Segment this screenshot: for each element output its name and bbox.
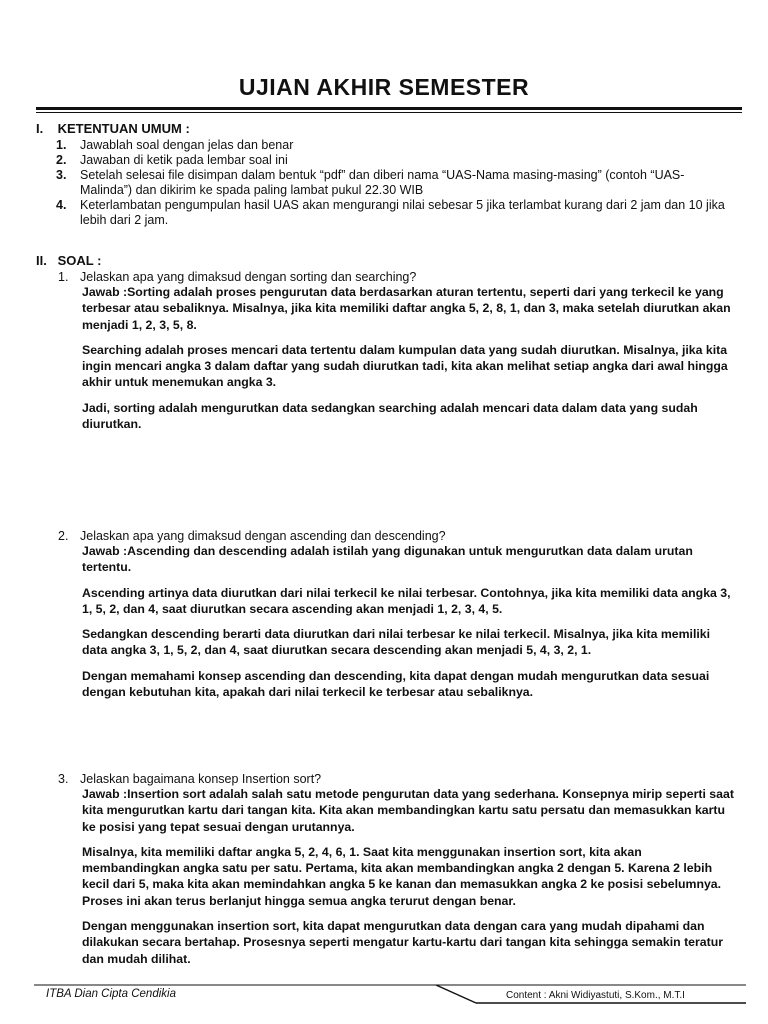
- list-item: [56, 138, 726, 153]
- footer-institution: ITBA Dian Cipta Cendikia: [46, 988, 176, 1000]
- title-divider-thin: [36, 112, 742, 113]
- list-item-text: Setelah selesai file disimpan dalam bentuk “pdf” dan diberi nama “UAS-Nama masing-masing” (contoh “UAS-Malinda”) dan dikirim ke spada paling lambat pukul 22.30 WIB: [80, 168, 685, 197]
- list-item-number: 2.: [56, 153, 67, 167]
- answer-paragraph: Jadi, sorting adalah mengurutkan data sedangkan searching adalah mencari data dalam data yang sudah diurutkan.: [82, 400, 698, 432]
- answer-paragraph: Ascending artinya data diurutkan dari nilai terkecil ke nilai terbesar. Contohnya, jika kita memiliki data angka 3, 1, 5, 2, dan 4, saat diurutkan secara ascending akan menjadi 1, 2, 3, 4, 5.: [82, 585, 731, 616]
- list-item-number: 3.: [56, 168, 67, 182]
- answer-paragraph: Sedangkan descending berarti data diurutkan dari nilai terbesar ke nilai terkecil. Misalnya, jika kita memiliki data angka 3, 1, 5, 2, dan 4, saat diurutkan secara descending akan menjadi 5, 4, 3, 2, 1.: [82, 627, 711, 658]
- section-number: II.: [36, 253, 47, 268]
- title-divider-thick: [36, 107, 742, 110]
- question-number: 1.: [58, 270, 69, 284]
- question-number: 3.: [58, 772, 69, 786]
- list-item-text: Jawablah soal dengan jelas dan benar: [80, 138, 294, 152]
- list-item: [56, 153, 726, 168]
- question-3: [58, 771, 733, 787]
- list-item-number: 1.: [56, 138, 67, 152]
- answer-paragraph: Searching adalah proses mencari data tertentu dalam kumpulan data yang sudah diurutkan. Misalnya, jika kita ingin mencari angka 3 dalam daftar yang sudah diurutkan tadi, kita akan melihat setiap angka dari awal hingga akhir untuk menemukan angka 3.: [82, 342, 728, 390]
- question-text: Jelaskan apa yang dimaksud dengan ascending dan descending?: [80, 529, 446, 543]
- document-title: UJIAN AKHIR SEMESTER: [238, 74, 530, 100]
- list-item: [56, 198, 726, 228]
- list-item-text: Jawaban di ketik pada lembar soal ini: [80, 153, 288, 167]
- answer-paragraph: Jawab :Insertion sort adalah salah satu metode pengurutan data yang sederhana. Konsepnya mirip seperti saat kita mengurutkan kartu dari tangan kita. Kita akan membandingkan kartu satu persatu dan memasukkan kartu ke posisi yang tepat sesuai dengan urutannya.: [82, 787, 734, 834]
- answer-1: [82, 284, 734, 441]
- answer-paragraph: Jawab :Sorting adalah proses pengurutan data berdasarkan aturan tertentu, seperti dari yang terkecil ke yang terbesar atau sebaliknya. Misalnya, jika kita memiliki daftar angka 5, 2, 8, 1, dan 3, maka setelah diurutkan akan menjadi 1, 2, 3, 5, 8.: [82, 285, 731, 332]
- section-label: KETENTUAN UMUM :: [57, 121, 190, 136]
- question-1: [58, 269, 733, 285]
- question-text: Jelaskan apa yang dimaksud dengan sorting dan searching?: [80, 270, 417, 284]
- section-label: SOAL :: [57, 253, 102, 268]
- list-item-number: 4.: [56, 198, 67, 212]
- footer-author: Content : Akni Widiyastuti, S.Kom., M.T.I: [506, 990, 685, 1001]
- answer-paragraph: Misalnya, kita memiliki daftar angka 5, 2, 4, 6, 1. Saat kita menggunakan insertion sort, kita akan membandingkan angka satu per satu. Pertama, kita akan membandingkan angka 2 dengan 5. Karena 2 lebih kecil dari 5, maka kita akan memindahkan angka 5 ke kanan dan memasukkan angka 2 ke posisi sebelumnya. Proses ini akan terus berlanjut hingga semua angka terurut dengan benar.: [82, 844, 722, 908]
- question-text: Jelaskan bagaimana konsep Insertion sort?: [80, 772, 322, 786]
- rules-list: [56, 138, 726, 228]
- answer-paragraph: Dengan menggunakan insertion sort, kita dapat mengurutkan data dengan cara yang mudah dipahami dan dilakukan secara bertahap. Prosesnya seperti mengatur kartu-kartu dari tangan kita sehingga semakin teratur dan mudah dilihat.: [82, 919, 724, 966]
- answer-3: [82, 786, 734, 976]
- answer-paragraph: Dengan memahami konsep ascending dan descending, kita dapat dengan mudah mengurutkan data sesuai dengan kebutuhan kita, apakah dari nilai terkecil ke terbesar atau sebaliknya.: [82, 668, 710, 700]
- section-number: I.: [36, 121, 44, 136]
- question-number: 2.: [58, 529, 69, 543]
- answer-paragraph: Jawab :Ascending dan descending adalah istilah yang digunakan untuk mengurutkan data dalam urutan tertentu.: [82, 544, 693, 575]
- answer-2: [82, 543, 734, 709]
- list-item: [56, 168, 726, 198]
- question-2: [58, 528, 733, 544]
- section-soal-heading: [36, 253, 101, 268]
- section-ketentuan-heading: [36, 121, 190, 136]
- list-item-text: Keterlambatan pengumpulan hasil UAS akan mengurangi nilai sebesar 5 jika terlambat kurang dari 2 jam dan 10 jika lebih dari 2 jam.: [80, 198, 725, 227]
